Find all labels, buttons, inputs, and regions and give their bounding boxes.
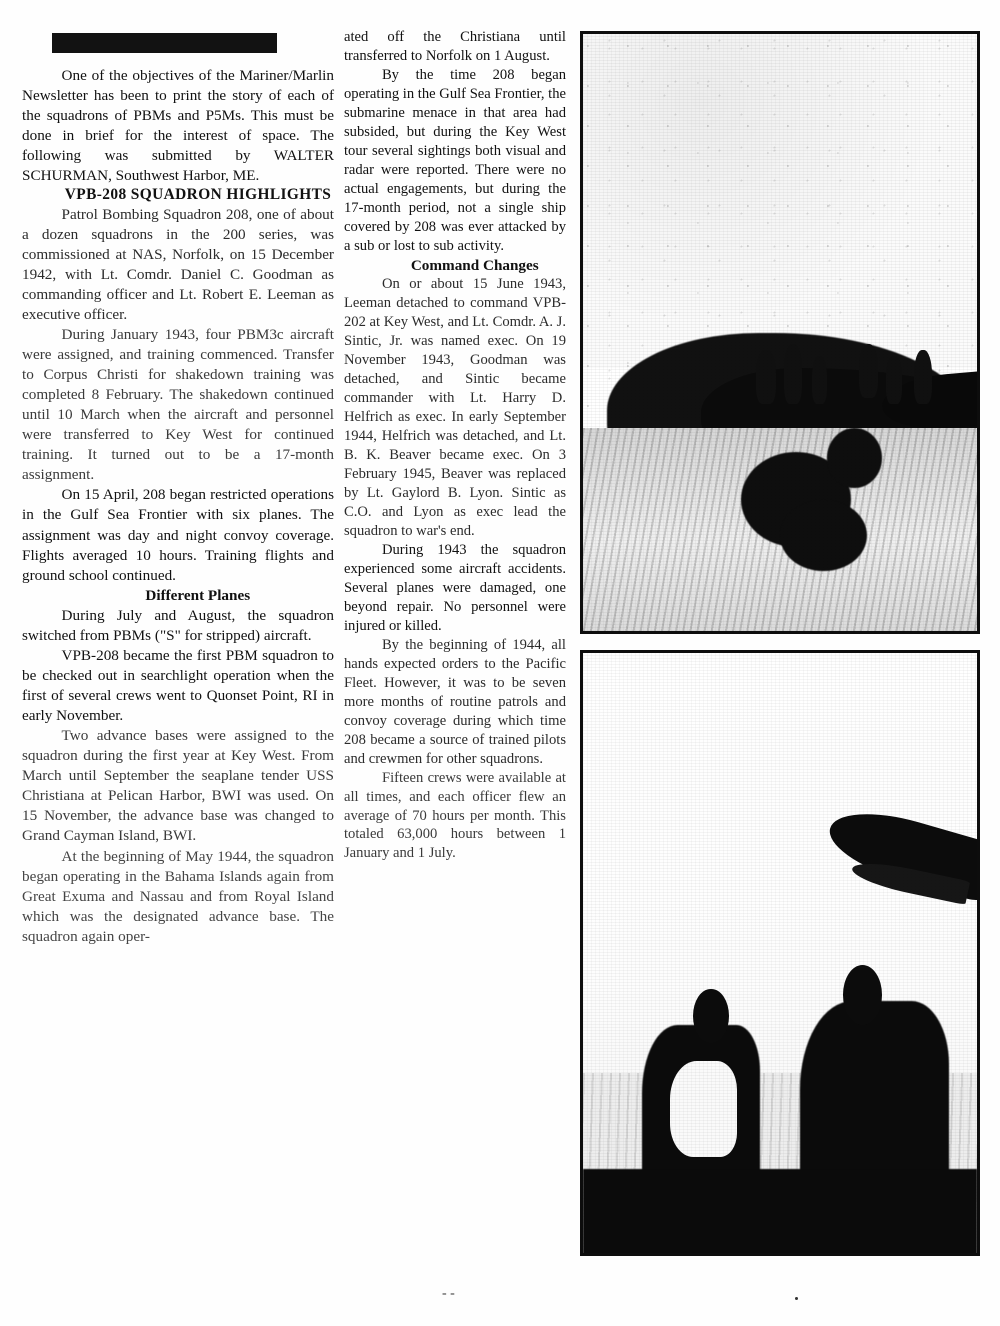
section-subheading: Different Planes bbox=[145, 586, 251, 604]
paragraph: During January 1943, four PBM3c aircraft were assigned, and training commenced. Transfer to Corpus Christi for shakedown training was completed 8 February. The shakedown continued until 10 March when the aircraft and personnel were transferred to Key West for continued training. It turned out to be a 17-month assignment. bbox=[22, 325, 334, 484]
paragraph: On 15 April, 208 began restricted operations in the Gulf Sea Frontier with six planes. The assignment was day and night convoy coverage. Flights averaged 10 hours. Training flights and ground school continued. bbox=[22, 486, 334, 584]
paragraph: By the beginning of 1944, all hands expected orders to the Pacific Fleet. However, it was to be seven more months of routine patrols and convoy coverage during which time 208 became a source of trained pilots and crewmen for other squadrons. bbox=[344, 636, 566, 767]
paragraph: VPB-208 became the first PBM squadron to be checked out in searchlight operation when the first of several crews went to Quonset Point, RI in early November. bbox=[22, 646, 334, 725]
column-middle bbox=[344, 28, 566, 863]
paragraph: Two advance bases were assigned to the squadron during the first year at Key West. From March until September the seaplane tender USS Christiana at Pelican Harbor, BWI was used. On 15 November, the advance base was changed to Grand Cayman Island, BWI. bbox=[22, 727, 334, 845]
photo-bottom-grain bbox=[583, 653, 977, 1253]
stray-speck bbox=[795, 1297, 798, 1300]
column-left bbox=[22, 66, 334, 947]
paragraph: On or about 15 June 1943, Leeman detached to command VPB-202 at Key West, and Lt. Comdr. A. J. Sintic, Jr. was named exec. On 19 November 1943, Goodman was detached, and Sintic became commander with Lt. Harry D. Helfrich as exec. In early September 1944, Helfrich was detached, and Lt. B. K. Beaver became exec. On 3 February 1945, Beaver was replaced by Lt. Gaylord B. Lyon. Sintic as C.O. and Lyon as exec lead the squadron to war's end. bbox=[344, 276, 566, 539]
paragraph: One of the objectives of the Mariner/Marlin Newsletter has been to print the story of each of the squadrons of PBMs and P5Ms. This must be done in brief for the interest of space. The following was submitted by WALTER SCHURMAN, Southwest Harbor, ME. bbox=[22, 67, 334, 185]
photo-top-grain bbox=[583, 34, 977, 631]
paragraph-continued: ated off the Christiana until transferred to Norfolk on 1 August. bbox=[344, 29, 566, 64]
paragraph: Fifteen crews were available at all times, and each officer flew an average of 70 hours per month. This totaled 63,000 hours between 1 January and 1 July. bbox=[344, 769, 566, 862]
stray-mark: - - bbox=[442, 1286, 455, 1301]
paragraph: During July and August, the squadron switched from PBMs ("S" for stripped) aircraft. bbox=[22, 606, 334, 644]
section-subheading: Command Changes bbox=[410, 256, 539, 274]
paragraph: Patrol Bombing Squadron 208, one of about a dozen squadrons in the 200 series, was commissioned at NAS, Norfolk, on 15 December 1942, with Lt. Comdr. Daniel C. Goodman as commanding officer and Lt. Robert E. Leeman as executive officer. bbox=[22, 205, 334, 323]
paragraph: By the time 208 began operating in the Gulf Sea Frontier, the submarine menace in that area had subsided, but during the Key West tour several sightings both visual and radar were reported. There were no actual engagements, but during the 17-month period, not a single ship covered by 208 was ever attacked by a sub or lost to sub activity. bbox=[344, 66, 566, 254]
photo-bottom bbox=[580, 650, 980, 1256]
photo-bottom-image bbox=[583, 653, 977, 1253]
section-heading: VPB-208 SQUADRON HIGHLIGHTS bbox=[64, 186, 332, 204]
paragraph: At the beginning of May 1944, the squadron began operating in the Bahama Islands again from Great Exuma and Nassau and from Royal Island which was the designated advance base. The squadron again oper- bbox=[22, 847, 334, 945]
photo-top bbox=[580, 31, 980, 634]
photo-top-image bbox=[583, 34, 977, 631]
paragraph: During 1943 the squadron experienced some aircraft accidents. Several planes were damaged, one beyond repair. No personnel were injured or killed. bbox=[344, 541, 566, 634]
redacted-title-bar bbox=[52, 33, 277, 53]
